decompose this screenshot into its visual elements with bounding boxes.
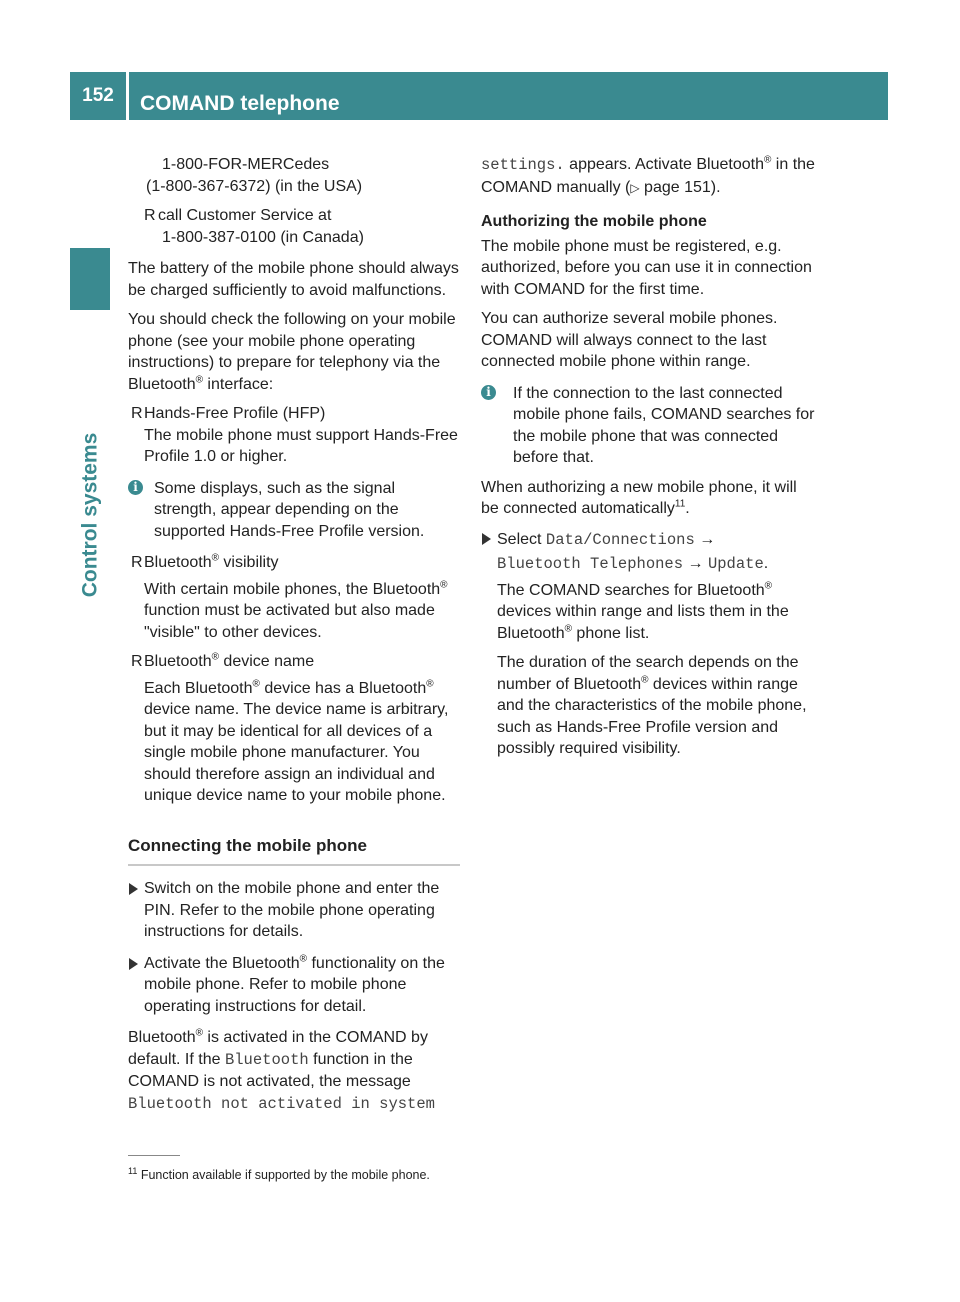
page-number: 152	[82, 85, 114, 106]
info-icon: i	[128, 480, 143, 495]
footnote: $^{11}$ Function available if supported by the mobile phone.	[128, 1165, 430, 1182]
step-switch-on: Switch on the mobile phone and enter the PIN. Refer to the mobile phone operating instructions for details.	[128, 878, 460, 943]
phone-number-usa: 1-800-FOR-MERCedes	[162, 156, 330, 173]
paragraph-check: You should check the following on your mobile phone (see your mobile phone operating instructions) to prepare for telephony via the Bluetooth® interface:	[128, 311, 456, 393]
section-heading-connecting: Connecting the mobile phone	[128, 835, 460, 867]
list-item: R call Customer Service at 1-800-387-0100 (in Canada)	[144, 207, 364, 246]
arrow-right-icon: →	[687, 554, 704, 572]
left-column	[128, 154, 460, 1123]
bullet-icon: R	[144, 207, 156, 224]
info-note: i If the connection to the last connected mobile phone fails, COMAND searches for the mobile phone that was connected before that.	[481, 383, 815, 469]
subheading-authorizing: Authorizing the mobile phone	[481, 213, 707, 230]
paragraph-continued: settings. appears. Activate Bluetooth® in the COMAND manually (▷ page 151).	[481, 154, 815, 196]
paragraph-auto-connect: When authorizing a new mobile phone, it will be connected automatically$^{11}$.	[481, 478, 797, 517]
paragraph-auth-2: You can authorize several mobile phones. COMAND will always connect to the last connected mobile phone within range.	[481, 310, 778, 370]
step-arrow-icon	[482, 533, 491, 545]
list-item-device-name: R Bluetooth® device name Each Bluetooth® device has a Bluetooth® device name. The device name is arbitrary, but it may be identical for all devices of a single mobile phone manufacturer. You should therefore assign an individual and unique device name to your mobile phone.	[131, 651, 449, 804]
step-arrow-icon	[129, 958, 138, 970]
header-divider	[126, 72, 129, 120]
info-icon: i	[481, 385, 496, 400]
bullet-icon: R	[131, 653, 143, 670]
bullet-icon: R	[131, 405, 143, 422]
section-side-label: Control systems	[78, 432, 102, 598]
paragraph-battery: The battery of the mobile phone should always be charged sufficiently to avoid malfunctions.	[128, 260, 459, 299]
arrow-right-icon: →	[699, 530, 716, 548]
phone-number-usa-digits: (1-800-367-6372) (in the USA)	[146, 177, 363, 195]
paragraph-auth-1: The mobile phone must be registered, e.g. authorized, before you can use it in connection with COMAND for the first time.	[481, 237, 812, 298]
info-note: i Some displays, such as the signal strength, appear depending on the supported Hands-Free Profile version.	[128, 478, 460, 543]
step-arrow-icon	[129, 883, 138, 895]
footnote-ref: 11	[674, 498, 686, 510]
chapter-title: COMAND telephone	[140, 92, 340, 115]
paragraph-default: Bluetooth® is activated in the COMAND by default. If the Bluetooth function in the COMAND is not activated, the message Bluetooth not activated in system	[128, 1027, 435, 1113]
page-ref-icon: ▷	[630, 180, 640, 195]
step-select-update: Select Data/Connections → Bluetooth Telephones → Update. The COMAND searches for Bluetooth® devices within range and lists them in the Bluetooth® phone list. The duration of the search depends on the number of Bluetooth® devices within range and the characteristics of the mobile phone, such as Hands-Free Profile version and possibly required visibility.	[481, 528, 815, 760]
list-item-visibility: R Bluetooth® visibility With certain mobile phones, the Bluetooth® function must be activated but also made "visible" to other devices.	[131, 552, 448, 641]
bullet-icon: R	[131, 554, 143, 571]
right-column	[481, 154, 815, 760]
footnote-rule	[128, 1155, 180, 1156]
side-tab-marker	[70, 248, 110, 310]
step-activate-bluetooth: Activate the Bluetooth® functionality on the mobile phone. Refer to mobile phone operating instructions for detail.	[128, 953, 460, 1018]
list-item-hfp: R Hands-Free Profile (HFP) The mobile phone must support Hands-Free Profile 1.0 or higher.	[131, 405, 458, 465]
